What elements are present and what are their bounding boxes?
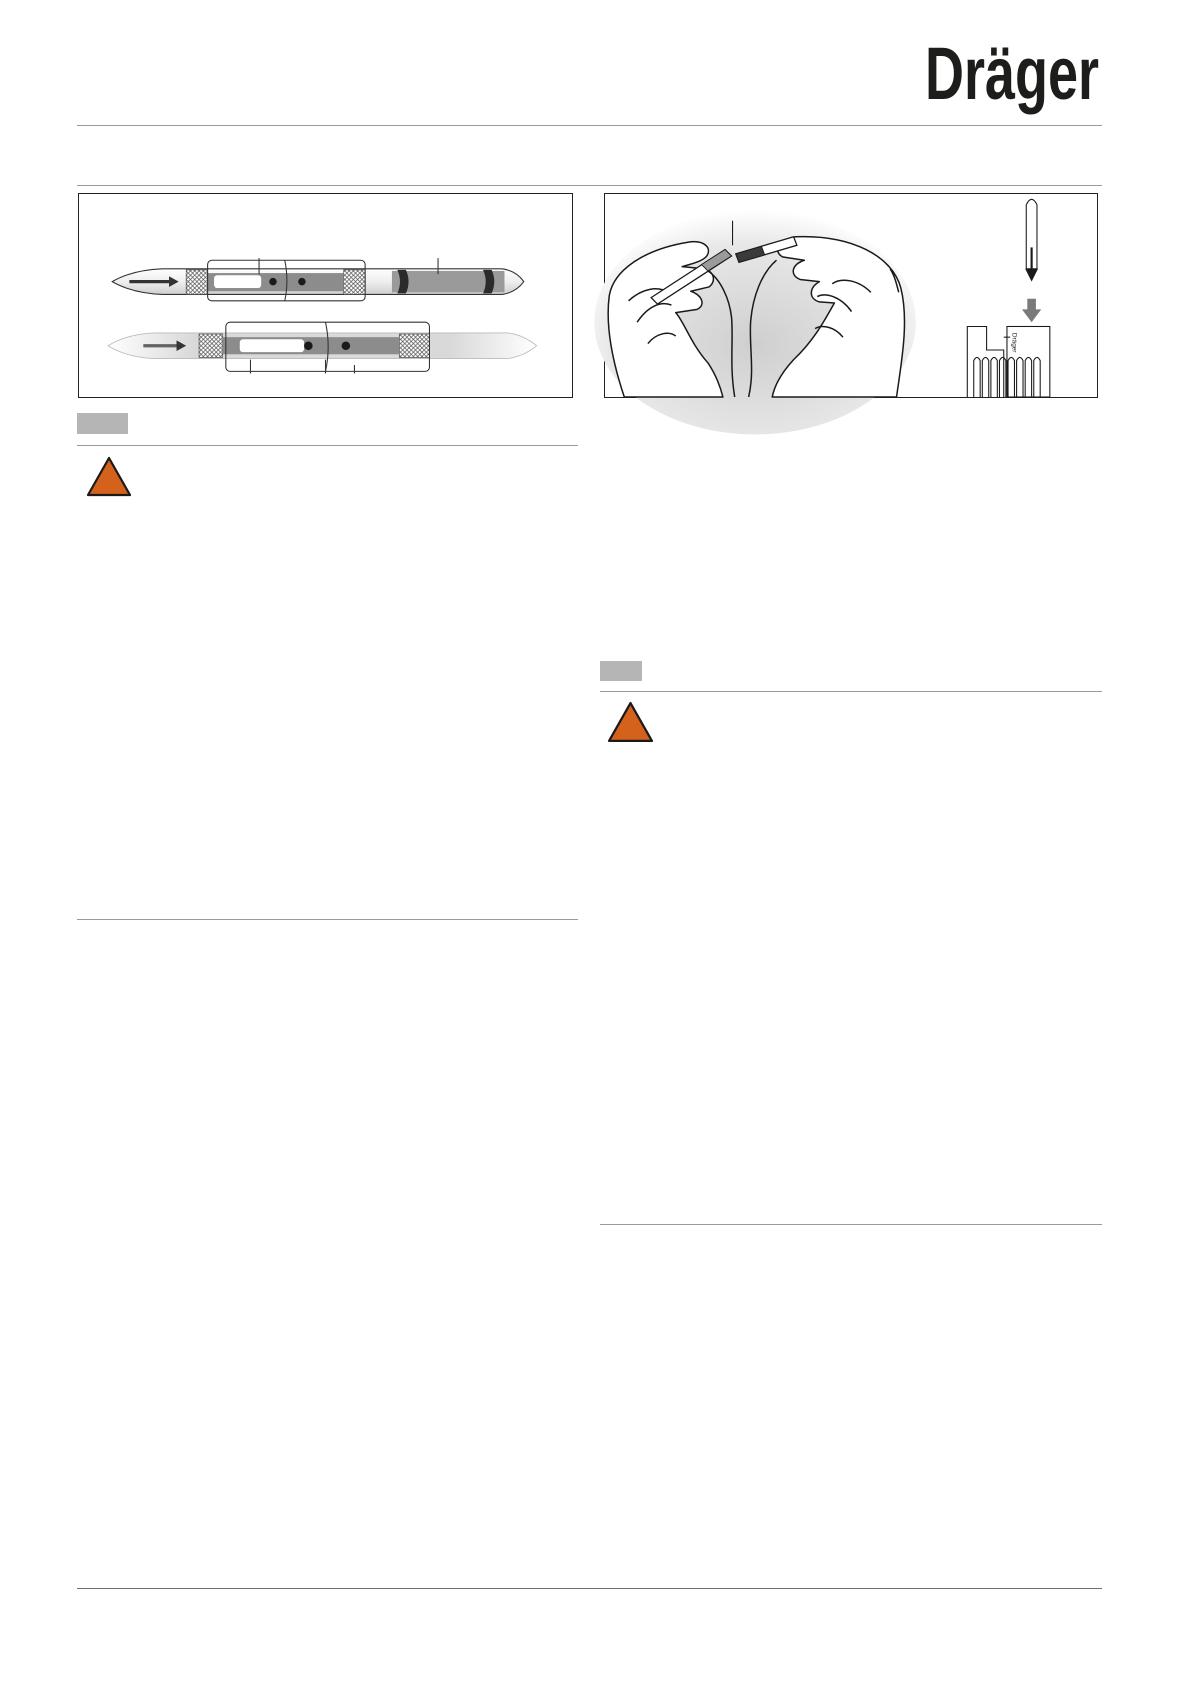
insert-arrow-icon — [1022, 299, 1041, 323]
lower-test-tube — [108, 322, 537, 373]
tube-insertion — [1022, 199, 1041, 322]
section-label-box — [77, 413, 128, 434]
upper-test-tube — [112, 258, 524, 301]
section-rule — [77, 445, 578, 446]
logo-text: Dräger — [925, 32, 1099, 115]
marker-dot — [269, 278, 277, 285]
header-rule-bottom — [77, 185, 1102, 186]
pump-head — [967, 326, 1050, 397]
pump-brand-label: Dräger — [1010, 332, 1018, 353]
warning-triangle-icon — [86, 456, 132, 497]
filter-plug — [399, 334, 429, 358]
filter-plug — [344, 270, 365, 295]
filter-plug — [186, 270, 207, 295]
section-label-box — [600, 661, 642, 681]
header-rule-top — [77, 125, 1102, 126]
figure-tube-breaking-and-pump — [604, 193, 1098, 398]
section-rule — [600, 691, 1102, 692]
marker-dot — [304, 341, 313, 350]
footer-rule — [77, 1588, 1102, 1589]
drager-logo — [925, 32, 1101, 120]
filter-plug — [199, 334, 223, 358]
marker-dot — [298, 278, 306, 285]
warning-triangle-icon — [607, 701, 654, 743]
section-end-rule — [600, 1224, 1102, 1225]
figure-test-tubes — [78, 193, 573, 398]
marker-dot — [342, 341, 351, 350]
section-end-rule — [77, 919, 578, 920]
